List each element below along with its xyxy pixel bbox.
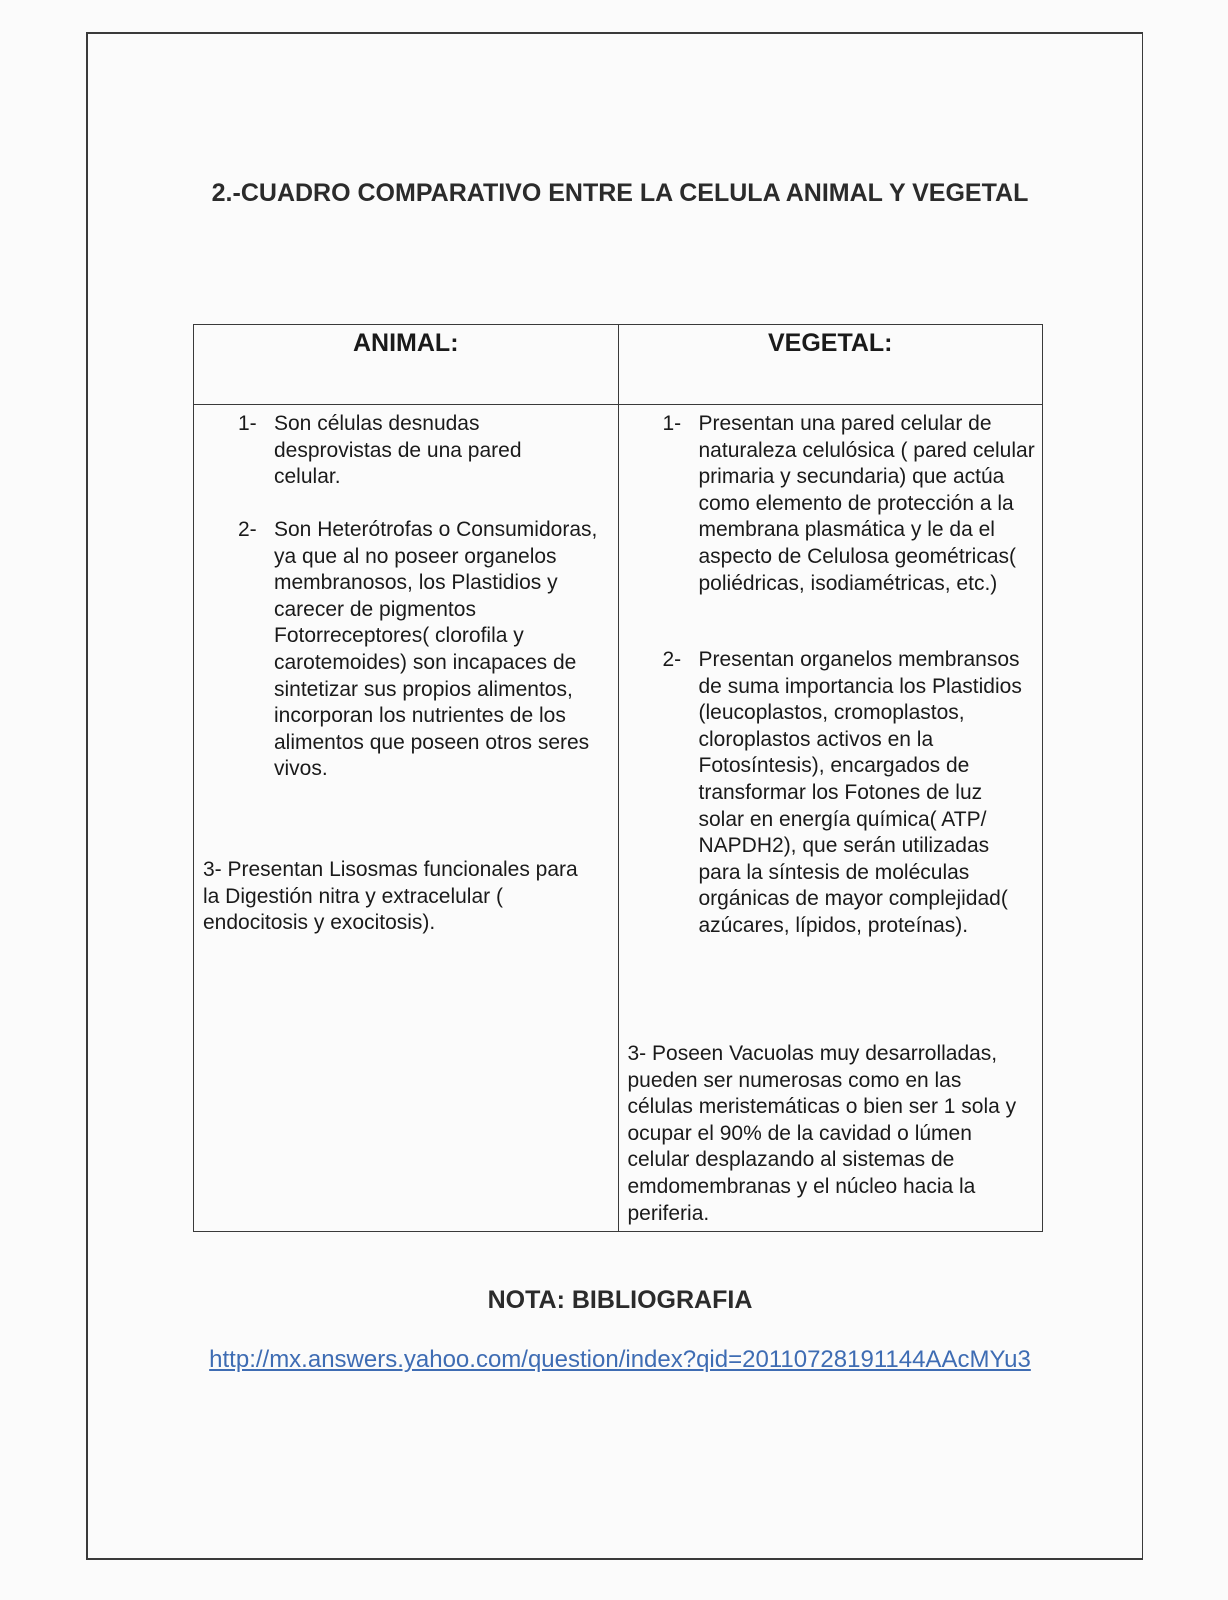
animal-item-1: [238, 411, 583, 491]
item-text: Presentan organelos membransos de suma importancia los Plastidios (leucoplastos, cromoplastos, cloroplastos activos en la Fotosíntesis), encargados de transformar los Fotones de luz solar en energía química( ATP/ NAPDH2), que serán utilizadas para la síntesis de moléculas orgánicas de mayor complejidad( azúcares, lípidos, proteínas).: [698, 648, 1022, 937]
bibliography-heading: NOTA: BIBLIOGRAFIA: [487, 1286, 753, 1314]
item-number: 1-: [662, 412, 682, 435]
bibliography-link[interactable]: http://mx.answers.yahoo.com/question/index?qid=20110728191144AAcMYu3: [209, 1346, 1031, 1373]
item-text: 3- Poseen Vacuolas muy desarrolladas, pueden ser numerosas como en las células meristemáticas o bien ser 1 sola y ocupar el 90% de la cavidad o lúmen celular desplazando al sistemas de emdomembranas y el núcleo hacia la periferia.: [627, 1042, 1017, 1225]
item-text: 3- Presentan Lisosmas funcionales para la Digestión nitra y extracelular ( endocitosis y exocitosis).: [203, 858, 578, 935]
animal-cell: [194, 405, 619, 1232]
item-number: 1-: [238, 412, 257, 435]
comparison-table: [193, 324, 1043, 1232]
vegetal-item-3: [628, 1041, 1020, 1227]
vegetal-item-1: [663, 411, 1041, 597]
item-number: 2-: [238, 518, 257, 541]
page-title: 2.-CUADRO COMPARATIVO ENTRE LA CELULA ANIMAL Y VEGETAL: [211, 179, 1029, 207]
header-vegetal: VEGETAL:: [618, 325, 1043, 405]
header-animal: ANIMAL:: [194, 325, 619, 405]
item-text: Presentan una pared celular de naturaleza celulósica ( pared celular primaria y secundaria) que actúa como elemento de protección a la membrana plasmática y le da el aspecto de Celulosa geométricas( poliédricas, isodiamétricas, etc.): [698, 412, 1035, 595]
animal-item-3: [203, 857, 595, 937]
vegetal-item-2: [663, 647, 1025, 940]
item-text: Son células desnudas desprovistas de una pared celular.: [274, 412, 522, 489]
item-number: 2-: [662, 648, 682, 671]
vegetal-cell: [618, 405, 1043, 1232]
animal-item-2: [238, 517, 602, 783]
item-text: Son Heterótrofas o Consumidoras, ya que al no poseer organelos membranosos, los Plastidios y carecer de pigmentos Fotorreceptores( clorofila y carotemoides) son incapaces de sintetizar sus propios alimentos, incorporan los nutrientes de los alimentos que poseen otros seres vivos.: [274, 518, 598, 781]
